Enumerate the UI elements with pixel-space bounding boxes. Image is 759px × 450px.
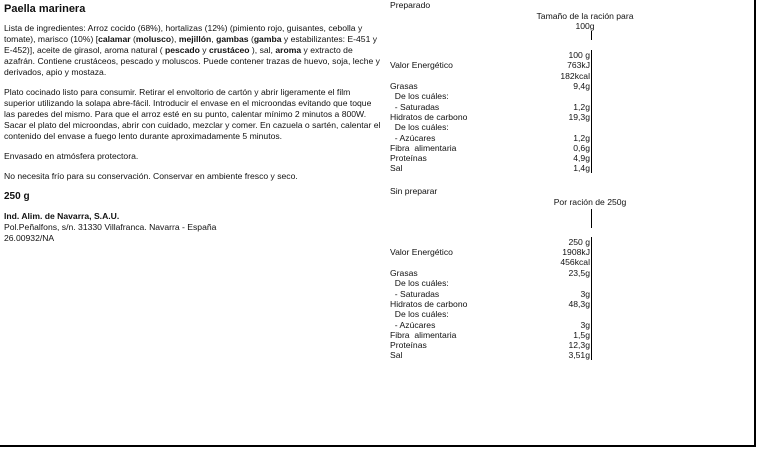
nutrient-name: De los cuáles: — [390, 278, 449, 289]
prepared-energy-row — [390, 60, 590, 70]
prepared-energy-label: Valor Energético — [390, 60, 453, 70]
unprepared-amount-row — [390, 237, 590, 247]
nutrient-value: 0,6g — [573, 142, 590, 153]
nutrient-name: - Azúcares — [390, 319, 436, 330]
unprepared-column-divider — [591, 237, 592, 360]
nutrient-value: 3g — [580, 319, 590, 330]
nutrient-value: 12,3g — [568, 340, 590, 351]
unprepared-kcal-row — [390, 257, 590, 267]
nutrient-row — [390, 102, 590, 112]
prepared-energy-kj: 763kJ — [567, 60, 590, 70]
nutrient-name: De los cuáles: — [390, 122, 449, 133]
unprepared-label: Sin preparar — [390, 186, 438, 196]
nutrient-name: Proteínas — [390, 153, 427, 164]
nutrient-value: 23,5g — [568, 268, 590, 278]
nutrient-name: Proteínas — [390, 340, 427, 351]
nutrient-value: 4,9g — [573, 153, 590, 164]
nutrient-row — [390, 122, 590, 132]
nutrient-row — [390, 133, 590, 143]
nutrient-row — [390, 153, 590, 163]
allergen-gamba: gamba — [253, 34, 282, 44]
unprepared-energy-row — [390, 247, 590, 257]
nutrient-row — [390, 91, 590, 101]
nutrient-row — [390, 350, 590, 360]
product-title: Paella marinera — [4, 3, 86, 15]
nutrient-row — [390, 143, 590, 153]
nutrient-value: 1,2g — [573, 132, 590, 143]
prepared-header-divider — [591, 31, 592, 40]
nutrient-name: De los cuáles: — [390, 91, 449, 102]
allergen-gambas: gambas — [216, 34, 249, 44]
nutrient-name: - Saturadas — [390, 288, 440, 299]
nutrient-row — [390, 112, 590, 122]
nutrient-name: Fibra alimentaria — [390, 142, 457, 153]
ingredients-text: ), — [171, 34, 179, 44]
nutrient-value: 3,51g — [568, 350, 590, 361]
prepared-header-line2: 100g — [575, 21, 595, 31]
unprepared-amount: 250 g — [568, 237, 590, 247]
nutrient-name: Sal — [390, 350, 403, 361]
ingredients-text: ( — [248, 34, 254, 44]
nutrient-value: 1,5g — [573, 329, 590, 340]
allergen-molusco: molusco — [135, 34, 172, 44]
nutrient-value: 1,2g — [573, 101, 590, 112]
nutrient-row — [390, 268, 590, 278]
ingredients-text: Lista de ingredientes: Arroz cocido (68%), hortalizas (12%) (pimiento rojo, guisantes, cebolla y tomate), marisco (10%) [ — [4, 23, 363, 44]
prepared-column-divider — [591, 50, 592, 173]
nutrient-value: 19,3g — [568, 111, 590, 122]
prepared-amount-row — [390, 50, 590, 60]
nutrient-row — [390, 81, 590, 91]
prepared-header-line1: Tamaño de la ración para — [536, 11, 634, 21]
nutrient-row — [390, 320, 590, 330]
nutrient-name: Sal — [390, 163, 403, 174]
nutrient-name: - Saturadas — [390, 101, 440, 112]
nutrient-row — [390, 340, 590, 350]
nutrient-name: Fibra alimentaria — [390, 329, 457, 340]
nutrient-row — [390, 309, 590, 319]
company-address: Pol.Peñalfons, s/n. 31330 Villafranca. Navarra - España — [4, 222, 217, 232]
unprepared-header-divider — [591, 209, 592, 228]
packaging-note: Envasado en atmósfera protectora. — [4, 151, 139, 161]
nutrient-row — [390, 299, 590, 309]
prepared-label: Preparado — [390, 0, 431, 10]
unprepared-energy-label: Valor Energético — [390, 247, 453, 257]
nutrient-value: 3g — [580, 288, 590, 299]
net-weight: 250 g — [4, 191, 30, 202]
storage-note: No necesita frío para su conservación. Conservar en ambiente fresco y seco. — [4, 171, 298, 181]
unprepared-header: Por ración de 250g — [553, 197, 627, 207]
nutrient-value: 48,3g — [568, 298, 590, 309]
prepared-energy-kcal: 182kcal — [560, 71, 590, 81]
unprepared-energy-kcal: 456kcal — [560, 257, 590, 267]
nutrient-row — [390, 163, 590, 173]
allergen-crustaceo: crustáceo — [208, 45, 250, 55]
ingredients-list — [4, 23, 382, 78]
unprepared-energy-kj: 1908kJ — [562, 247, 590, 257]
nutrient-name: Grasas — [390, 268, 418, 278]
nutrient-name: De los cuáles: — [390, 309, 449, 320]
product-info — [4, 4, 382, 244]
prepared-amount: 100 g — [568, 50, 590, 60]
registry-code: 26.00932/NA — [4, 233, 55, 243]
nutrient-name: Hidratos de carbono — [390, 111, 468, 122]
company-name: Ind. Alim. de Navarra, S.A.U. — [4, 211, 120, 221]
prepared-kcal-row — [390, 71, 590, 81]
nutrient-value: 1,4g — [573, 163, 590, 174]
ingredients-text: y — [199, 45, 209, 55]
nutrient-row — [390, 330, 590, 340]
allergen-pescado: pescado — [164, 45, 200, 55]
ingredients-text: y estabilizantes: E-451 y E-452)], aceite de girasol, aroma natural ( — [4, 34, 378, 55]
ingredients-text: y extracto de azafrán. Contiene crustáceos, pescado y moluscos. Puede contener trazas de huevo, soja, leche y derivados, apio y mostaza. — [4, 45, 380, 77]
nutrient-name: - Azúcares — [390, 132, 436, 143]
nutrient-row — [390, 289, 590, 299]
allergen-calamar: calamar — [98, 34, 131, 44]
ingredients-text: ( — [130, 34, 136, 44]
ingredients-text: ), sal, — [249, 45, 276, 55]
nutrient-name: Hidratos de carbono — [390, 298, 468, 309]
nutrient-name: Grasas — [390, 81, 418, 91]
nutrient-value: 9,4g — [573, 81, 590, 91]
allergen-mejillon: mejillón — [178, 34, 212, 44]
ingredients-text: , — [211, 34, 217, 44]
nutrient-row — [390, 278, 590, 288]
preparation-instructions: Plato cocinado listo para consumir. Retirar el envoltorio de cartón y abrir ligeramente el film superior utilizando la solapa abre-fácil. Introducir el envase en el microondas evitando que toque las paredes del mismo. Para que el arroz esté en su punto, calentar mínimo 2 minutos a 800W. Sacar el plato del microondas, abrir con cuidado, mezclar y comer. En cazuela o sartén, calentar el contenido del envase a fuego lento durante aproximadamente 5 minutos. — [4, 87, 381, 141]
ingredient-aroma: aroma — [275, 45, 302, 55]
